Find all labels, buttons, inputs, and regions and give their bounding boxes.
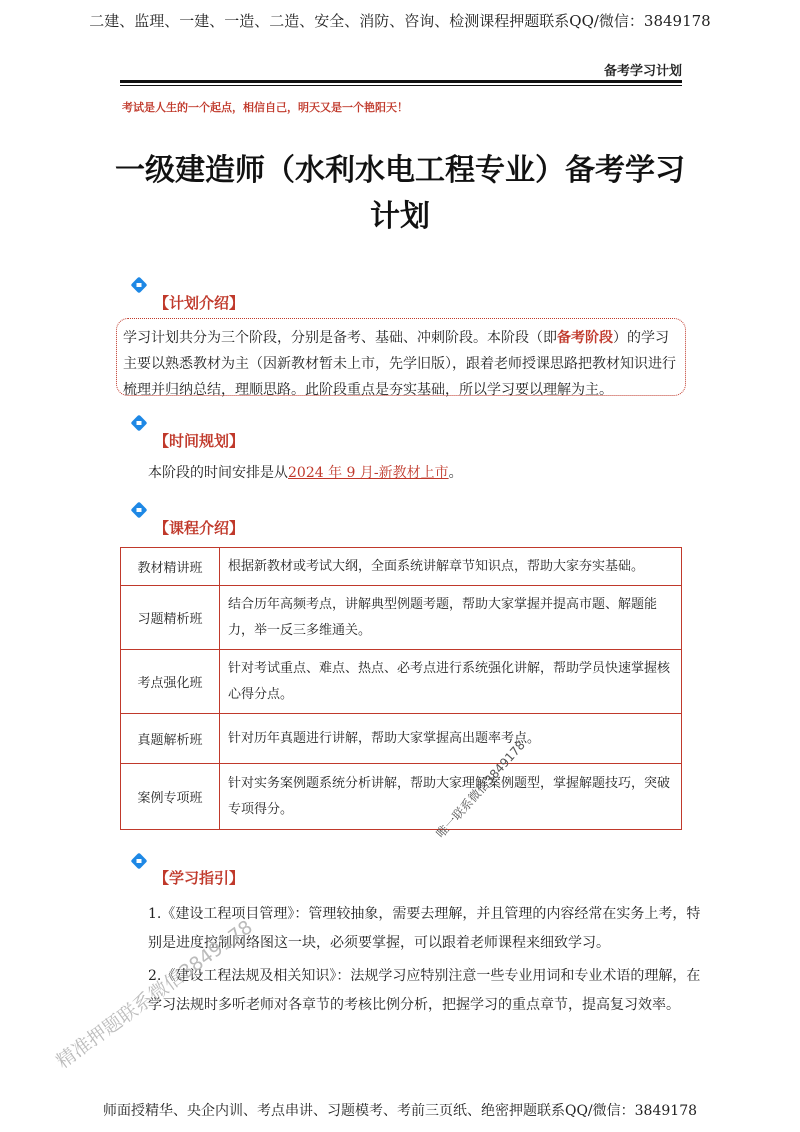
course-desc: 针对历年真题进行讲解，帮助大家掌握高出题率考点。 <box>220 714 682 764</box>
time-highlight: 2024 年 9 月-新教材上市 <box>288 465 449 481</box>
page-title-line1: 一级建造师（水利水电工程专业）备考学习 <box>115 153 685 188</box>
motto: 考试是人生的一个起点，相信自己，明天又是一个艳阳天！ <box>122 101 408 114</box>
header-title: 备考学习计划 <box>603 64 682 79</box>
header-rule-thick <box>120 80 682 83</box>
course-desc: 针对考试重点、难点、热点、必考点进行系统强化讲解，帮助学员快速掌握核心得分点。 <box>220 650 682 714</box>
bottom-banner: 师面授精华、央企内训、考点串讲、习题模考、考前三页纸、绝密押题联系QQ/微信：3849178 <box>102 1103 698 1119</box>
page-title-line2: 计划 <box>370 199 430 234</box>
time-text-after: 。 <box>448 465 463 481</box>
guide-item: 2.《建设工程法规及相关知识》：法规学习应特别注意一些专业用词和专业术语的理解，在学习法规时多听老师对各章节的考核比例分析，把握学习的重点章节，提高复习效率。 <box>148 968 701 1013</box>
header-rule-thin <box>120 85 682 86</box>
course-name: 案例专项班 <box>121 764 220 830</box>
course-name: 真题解析班 <box>121 714 220 764</box>
course-desc: 根据新教材或考试大纲，全面系统讲解章节知识点，帮助大家夯实基础。 <box>220 548 682 586</box>
plan-intro-box <box>116 318 686 396</box>
table-row <box>121 650 682 714</box>
watermark: 精准押题联系微信3849178 <box>52 916 257 1074</box>
course-desc: 针对实务案例题系统分析讲解，帮助大家理解案例题型，掌握解题技巧，突破专项得分。 <box>220 764 682 830</box>
course-name: 教材精讲班 <box>121 548 220 586</box>
guide-item: 1.《建设工程项目管理》：管理较抽象，需要去理解，并且管理的内容经常在实务上考，特别是进度控制网络图这一块，必须要掌握，可以跟着老师课程来细致学习。 <box>148 906 701 951</box>
page-title <box>100 148 700 240</box>
time-text <box>148 462 463 482</box>
course-desc: 结合历年高频考点，讲解典型例题考题，帮助大家掌握并提高市题、解题能力，举一反三多维通关。 <box>220 586 682 650</box>
plan-highlight: 备考阶段 <box>557 330 613 346</box>
section-title-guide: 【学习指引】 <box>154 869 245 887</box>
section-marker-icon <box>131 853 147 869</box>
watermark: 唯一联系微信3849178 <box>433 738 528 841</box>
time-text-before: 本阶段的时间安排是从 <box>148 465 288 481</box>
section-marker-icon <box>131 277 147 293</box>
table-row <box>121 714 682 764</box>
section-marker-icon <box>131 502 147 518</box>
course-name: 习题精析班 <box>121 586 220 650</box>
course-table <box>120 547 682 830</box>
section-title-plan: 【计划介绍】 <box>154 294 245 312</box>
plan-text-before: 学习计划共分为三个阶段，分别是备考、基础、冲刺阶段。本阶段（即 <box>123 330 557 346</box>
table-row <box>121 586 682 650</box>
section-title-course: 【课程介绍】 <box>154 519 245 537</box>
course-name: 考点强化班 <box>121 650 220 714</box>
section-marker-icon <box>131 415 147 431</box>
top-banner: 二建、监理、一建、一造、二造、安全、消防、咨询、检测课程押题联系QQ/微信：3849178 <box>89 12 711 30</box>
table-row <box>121 764 682 830</box>
plan-text-after: ）的学习主要以熟悉教材为主（因新教材暂未上市，先学旧版），跟着老师授课思路把教材知识进行梳理并归纳总结，理顺思路。此阶段重点是夯实基础，所以学习要以理解为主。 <box>123 330 676 398</box>
section-title-time: 【时间规划】 <box>154 432 245 450</box>
table-row <box>121 548 682 586</box>
